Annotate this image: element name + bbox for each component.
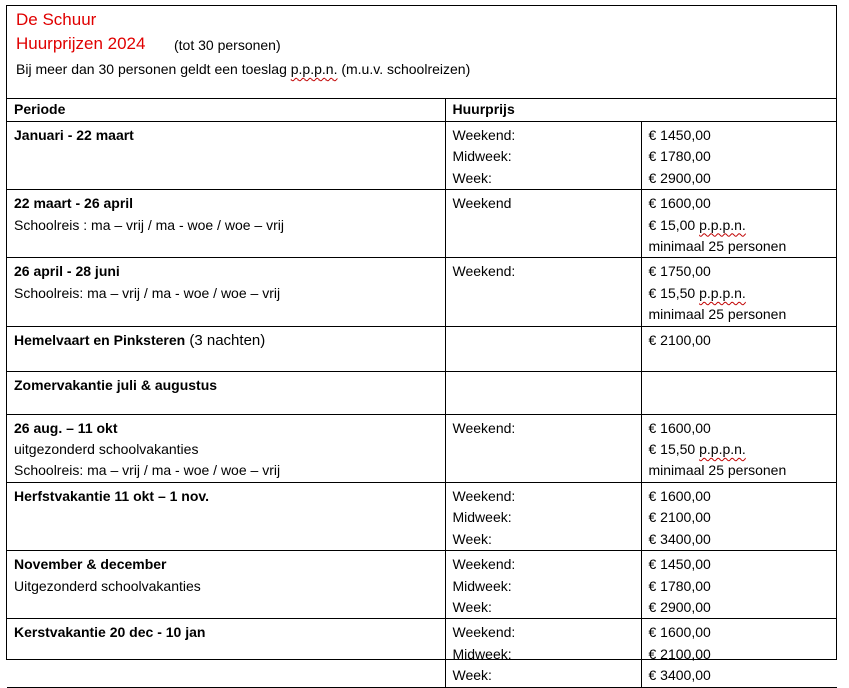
period-cell (7, 414, 445, 482)
venue-title: De Schuur (16, 10, 97, 29)
table-row (7, 190, 837, 258)
rental-label: Week: (452, 667, 492, 684)
period-subtext: Uitgezonderd schoolvakanties (14, 577, 201, 594)
price-value: minimaal 25 personen (648, 462, 787, 479)
table-header-row (7, 99, 837, 122)
rental-label-cell (445, 551, 641, 619)
price-value-abbr: p.p.p.n. (699, 441, 746, 458)
surcharge-note (16, 61, 470, 77)
column-header-huurprijs: Huurprijs (445, 99, 837, 122)
table-row (7, 326, 837, 371)
period-title-text: Herfstvakantie 11 okt – 1 nov. (14, 487, 210, 504)
price-value: minimaal 25 personen (648, 306, 787, 323)
capacity-note: (tot 30 personen) (174, 37, 281, 53)
price-value: € 1780,00 (648, 148, 711, 165)
price-value-abbr: p.p.p.n. (699, 216, 746, 233)
period-cell (7, 190, 445, 258)
price-cell (641, 551, 837, 619)
price-cell (641, 482, 837, 550)
table-row (7, 619, 837, 687)
period-title-text: Januari - 22 maart (14, 127, 134, 143)
period-title (14, 261, 438, 282)
price-cell (641, 371, 837, 414)
price-value: € 1450,00 (648, 556, 711, 573)
period-subtext: uitgezonderd schoolvakanties (14, 441, 199, 458)
price-value-text: € 15,50 (648, 284, 700, 301)
price-cell (641, 414, 837, 482)
price-value: € 2900,00 (648, 169, 711, 186)
price-value: € 3400,00 (648, 530, 711, 547)
period-title-text: 26 april - 28 juni (14, 263, 120, 280)
period-cell (7, 482, 445, 550)
rental-label: Weekend: (452, 419, 516, 436)
table-row (7, 551, 837, 619)
price-value: € 1780,00 (648, 577, 711, 594)
period-subtext: Schoolreis: ma – vrij / ma - woe / woe – vrij (14, 284, 281, 301)
period-title-text: 26 aug. – 11 okt (14, 419, 118, 436)
table-row (7, 122, 837, 190)
rental-label-cell (445, 326, 641, 371)
price-value: € 1450,00 (648, 127, 711, 143)
rental-label: Week: (452, 169, 492, 186)
price-value: € 1600,00 (648, 624, 711, 641)
rental-label: Midweek: (452, 577, 512, 594)
rental-label-cell (445, 482, 641, 550)
price-cell (641, 122, 837, 190)
table-row (7, 258, 837, 326)
period-subtext: Schoolreis : ma – vrij / ma - woe / woe – vrij (14, 216, 284, 233)
rental-label-cell (445, 122, 641, 190)
period-cell (7, 258, 445, 326)
price-value: minimaal 25 personen (648, 238, 787, 255)
period-title-text: Zomervakantie juli & augustus (14, 376, 218, 393)
period-title (14, 375, 438, 396)
period-title-text: November & december (14, 556, 167, 573)
price-cell (641, 619, 837, 687)
period-title (14, 622, 438, 643)
period-title-text: 22 maart - 26 april (14, 195, 134, 212)
price-heading: Huurprijzen 2024 (16, 34, 146, 53)
rental-label-cell (445, 414, 641, 482)
price-value: € 2100,00 (648, 645, 711, 662)
surcharge-note-suffix: (m.u.v. schoolreizen) (337, 61, 471, 77)
rental-label-cell (445, 258, 641, 326)
period-title (14, 330, 438, 351)
price-value (649, 283, 831, 304)
table-row (7, 482, 837, 550)
rental-label: Weekend: (452, 263, 516, 280)
period-title-extra: (3 nachten) (185, 331, 266, 349)
rental-label-cell (445, 619, 641, 687)
period-cell (7, 326, 445, 371)
price-value-abbr: p.p.p.n. (699, 284, 746, 301)
period-cell (7, 122, 445, 190)
rental-label: Weekend (452, 195, 512, 212)
price-value: € 2100,00 (648, 509, 711, 526)
period-cell (7, 551, 445, 619)
rental-label: Midweek: (452, 148, 512, 165)
rental-label-cell (445, 190, 641, 258)
price-value: € 2900,00 (648, 598, 711, 615)
document (6, 5, 837, 684)
table-row (7, 414, 837, 482)
price-value-text: € 15,50 (648, 441, 700, 458)
period-title-text: Kerstvakantie 20 dec - 10 jan (14, 624, 206, 641)
price-value (649, 439, 831, 460)
period-cell (7, 619, 445, 687)
column-header-periode: Periode (7, 99, 445, 122)
rental-label: Midweek: (452, 645, 512, 662)
rental-label: Week: (452, 598, 492, 615)
price-value: € 3400,00 (648, 667, 711, 684)
price-cell (641, 258, 837, 326)
price-value: € 1600,00 (648, 419, 711, 436)
document-header (7, 6, 836, 99)
rental-label-cell (445, 371, 641, 414)
price-value: € 1600,00 (648, 195, 711, 212)
rental-label: Weekend: (452, 556, 516, 573)
surcharge-abbr: p.p.p.n. (290, 61, 338, 77)
rental-label: Midweek: (452, 509, 512, 526)
price-table-body (7, 122, 837, 688)
period-title-text: Hemelvaart en Pinksteren (14, 331, 186, 348)
period-title (14, 125, 438, 146)
period-cell (7, 371, 445, 414)
period-title (14, 193, 438, 214)
price-value-text: € 15,00 (648, 216, 700, 233)
price-value: € 1600,00 (648, 487, 711, 504)
rental-label: Weekend: (452, 127, 516, 143)
price-value: € 1750,00 (648, 263, 711, 280)
rental-label: Week: (452, 530, 492, 547)
period-subtext: Schoolreis: ma – vrij / ma - woe / woe – vrij (14, 462, 281, 479)
period-title (14, 418, 438, 439)
price-cell (641, 326, 837, 371)
table-row (7, 371, 837, 414)
price-cell (641, 190, 837, 258)
period-title (14, 554, 438, 575)
rental-label: Weekend: (452, 487, 516, 504)
price-value: € 2100,00 (648, 331, 711, 348)
period-title (14, 486, 438, 507)
surcharge-note-prefix: Bij meer dan 30 personen geldt een toeslag (16, 61, 291, 77)
price-value (649, 215, 831, 236)
price-table (7, 98, 837, 688)
rental-label: Weekend: (452, 624, 516, 641)
